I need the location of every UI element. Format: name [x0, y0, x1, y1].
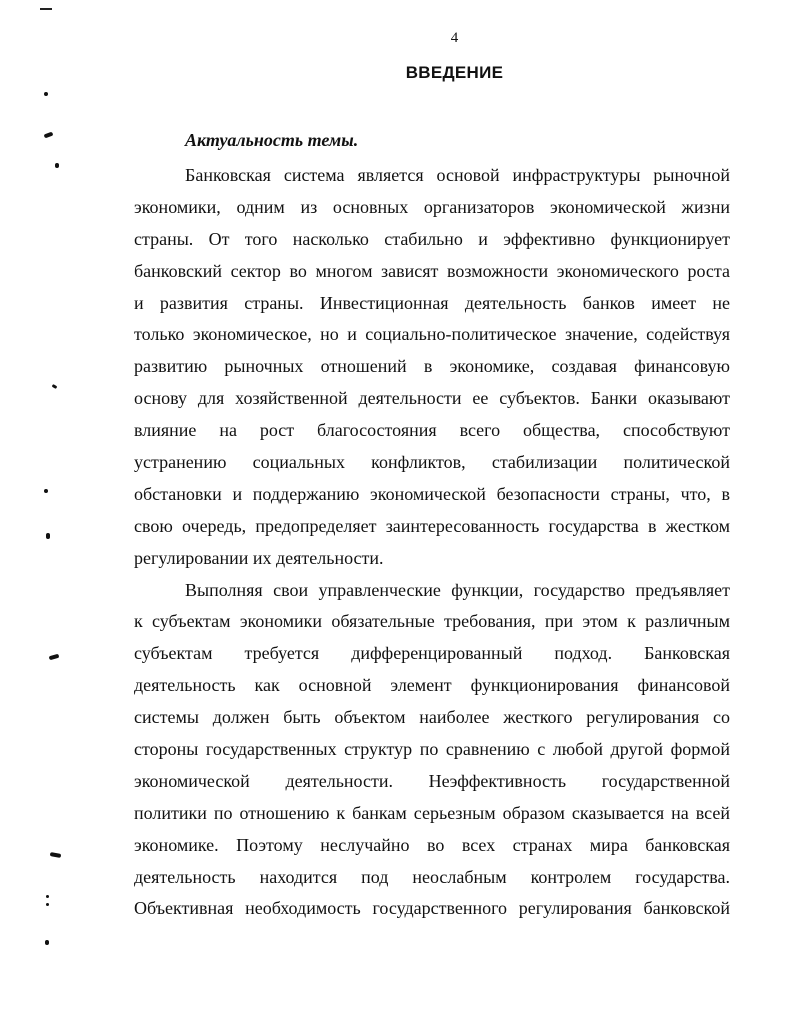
text-line: к субъектам экономики обязательные требования, при этом к различным	[134, 611, 730, 632]
scan-mark	[44, 92, 48, 96]
scan-mark	[46, 895, 49, 898]
scan-mark	[55, 163, 59, 168]
text-line: деятельность как основной элемент функционирования финансовой	[134, 675, 730, 696]
text-line: основу для хозяйственной деятельности ее субъектов. Банки оказывают	[134, 388, 730, 409]
text-line: политики по отношению к банкам серьезным образом сказывается на всей	[134, 802, 730, 823]
scan-mark	[50, 852, 62, 858]
section-title: Актуальность темы.	[185, 130, 359, 150]
page-title: ВВЕДЕНИЕ	[405, 63, 504, 82]
text-line: стороны государственных структур по сравнению с любой другой формой	[134, 739, 730, 760]
scan-mark	[44, 132, 54, 139]
scan-mark	[52, 384, 58, 389]
text-line: субъектам требуется дифференцированный подход. Банковская	[134, 643, 730, 664]
scan-mark	[44, 489, 48, 493]
text-line: системы должен быть объектом наиболее жесткого регулирования со	[134, 707, 730, 728]
text-line: влияние на рост благосостояния всего общества, способствуют	[134, 420, 730, 441]
scan-mark	[49, 654, 60, 660]
scan-artifact-top	[40, 8, 52, 10]
scan-mark	[46, 903, 49, 906]
text-line: банковский сектор во многом зависят возможности экономического роста	[134, 260, 730, 281]
text-line: Выполняя свои управленческие функции, государство предъявляет	[185, 579, 730, 600]
text-line: Объективная необходимость государственного регулирования банковской	[134, 898, 730, 919]
text-line: экономики, одним из основных организаторов экономической жизни	[134, 196, 730, 217]
text-line: обстановки и поддержанию экономической безопасности страны, что, в	[134, 483, 730, 504]
page-number: 4	[450, 30, 459, 46]
text-line: развитию рыночных отношений в экономике, создавая финансовую	[134, 356, 730, 377]
text-line: и развития страны. Инвестиционная деятельность банков имеет не	[134, 292, 730, 313]
body-text	[134, 160, 730, 925]
text-line: свою очередь, предопределяет заинтересованность государства в жестком	[134, 515, 730, 536]
text-line: регулировании их деятельности.	[134, 547, 384, 568]
scan-mark	[45, 940, 49, 945]
text-line: деятельность находится под неослабным контролем государства.	[134, 866, 730, 887]
text-line: устранению социальных конфликтов, стабилизации политической	[134, 452, 730, 473]
text-line: только экономическое, но и социально-политическое значение, содействуя	[134, 324, 730, 345]
text-line: экономической деятельности. Неэффективность государственной	[134, 770, 730, 791]
text-line: страны. От того насколько стабильно и эффективно функционирует	[134, 228, 730, 249]
scan-mark	[46, 533, 50, 539]
text-line: экономике. Поэтому неслучайно во всех странах мира банковская	[134, 834, 730, 855]
text-line: Банковская система является основой инфраструктуры рыночной	[185, 165, 730, 185]
